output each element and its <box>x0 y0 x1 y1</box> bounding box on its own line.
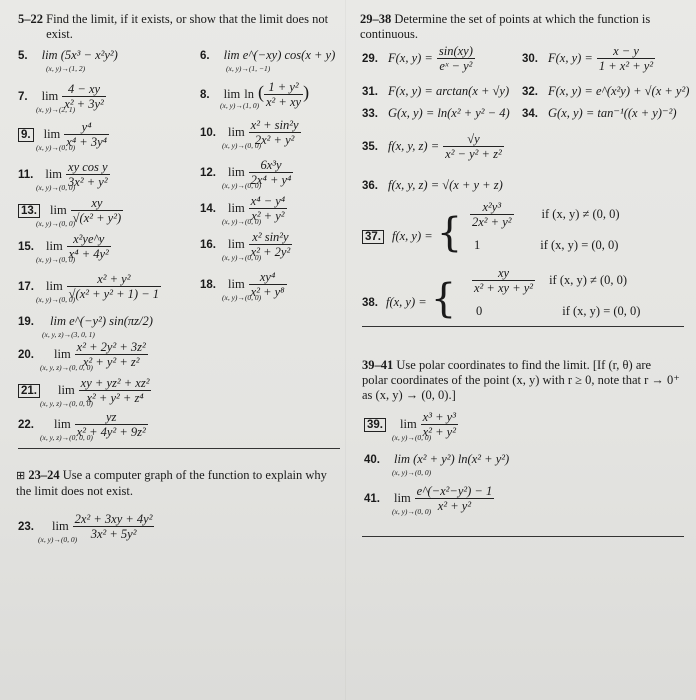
problem-14 <box>200 194 287 226</box>
lim-label: lim <box>228 277 245 292</box>
problem-number: 7. <box>18 91 28 104</box>
column-divider <box>345 0 346 700</box>
limit-subscript: (x, y)→(0, 0) <box>36 255 76 264</box>
right-heading-2-text: polar coordinates of the point (x, y) with r ≥ 0, note that r → 0⁺ <box>362 373 680 387</box>
lim-label: lim <box>223 87 241 102</box>
right-heading-2-text: as (x, y) → (0, 0).] <box>362 388 456 402</box>
limit-subscript: (x, y)→(0, 0) <box>36 295 76 304</box>
denominator: x² + y² <box>422 425 456 439</box>
problem-10 <box>200 118 301 150</box>
problem-number: 21. <box>18 384 40 398</box>
problem-8: 8. lim ln ( $\frac{\text{1 + y²}}{\text{x² + xy}}$ ) (x, y)→(1, 0) <box>200 80 310 110</box>
numerator: xy <box>71 196 123 211</box>
limit-subscript: (x, y)→(1, 2) <box>46 64 86 73</box>
limit-subscript: (x, y)→(0, 0) <box>36 219 76 228</box>
denominator: x² + 4y² + 9z² <box>76 425 146 439</box>
denominator: x⁴ + 4y² <box>68 247 109 261</box>
left-heading-text: Find the limit, if it exists, or show that the limit does not exist. <box>46 12 329 41</box>
limit-subscript: (x, y)→(0, 0) <box>222 217 262 226</box>
problem-number: 31. <box>362 86 378 98</box>
right-heading-2-number: 39–41 <box>362 358 394 372</box>
limit-subscript: (x, y)→(0, 0) <box>222 293 262 302</box>
problem-number: 40. <box>364 454 380 466</box>
problem-number: 8. <box>200 89 210 102</box>
problem-39 <box>364 410 458 442</box>
problem-30 <box>522 44 655 73</box>
case-value: 0 <box>476 304 483 318</box>
problem-expression: lim (5x³ − x²y²) <box>41 48 118 62</box>
right-heading-number: 29–38 <box>360 12 392 26</box>
numerator: xy cos y <box>68 160 108 174</box>
limit-subscript: (x, y, z)→(0, 0, 0) <box>40 363 93 372</box>
limit-subscript: (x, y)→(1, 0) <box>220 101 260 110</box>
lim-label: lim <box>394 491 411 506</box>
lim-label: lim <box>228 201 245 216</box>
problem-12 <box>200 158 293 190</box>
lim-label: lim <box>52 519 69 534</box>
problem-20 <box>18 340 148 372</box>
section-rule <box>18 448 340 449</box>
numerator: x² + 2y² + 3z² <box>76 340 146 354</box>
problem-37-case-2 <box>474 236 618 254</box>
numerator: 2x² + 3xy + 4y² <box>74 512 153 526</box>
problem-18 <box>200 270 287 302</box>
numerator: x²y³ <box>470 200 514 215</box>
denominator: √(x² + y² + 1) − 1 <box>68 287 160 301</box>
problem-number: 35. <box>362 141 378 154</box>
problem-expression: G(x, y) = ln(x² + y² − 4) <box>388 106 510 120</box>
limit-subscript: (x, y)→(0, 0) <box>392 468 432 477</box>
lim-label: lim <box>43 127 61 142</box>
limit-subscript: (x, y)→(0, 0) <box>36 183 76 192</box>
problem-29 <box>362 44 475 73</box>
problem-7 <box>18 82 106 114</box>
problem-34 <box>522 104 676 122</box>
denominator: 3x² + 5y² <box>90 527 137 541</box>
graph-icon: ⊞ <box>16 470 26 482</box>
ln-label: ln <box>244 87 254 102</box>
limit-subscript: (x, y)→(0, 0) <box>392 433 432 442</box>
limit-subscript: (x, y)→(1, −1) <box>226 64 271 73</box>
denominator: eˣ − y² <box>439 59 473 73</box>
problem-37: 37. f(x, y) = { <box>362 204 462 250</box>
problem-38-case-1 <box>472 266 627 295</box>
problem-number: 10. <box>200 127 216 140</box>
lim-label: lim <box>45 167 63 182</box>
problem-21 <box>18 376 151 408</box>
right-heading-2-line-2 <box>362 373 680 388</box>
denominator: x² + xy + y² <box>474 281 534 295</box>
left-heading <box>18 12 346 42</box>
case-condition: if (x, y) = (0, 0) <box>562 304 641 318</box>
case-value: 1 <box>474 238 481 252</box>
limit-subscript: (x, y)→(0, 0) <box>222 253 262 262</box>
problem-6 <box>200 46 335 73</box>
problem-number: 41. <box>364 493 380 506</box>
lim-label: lim <box>400 417 417 432</box>
problem-number: 29. <box>362 53 378 66</box>
numerator: 6x³y <box>249 158 294 173</box>
left-heading-2-text: Use a computer graph of the function to explain why the limit does not exist. <box>16 468 327 498</box>
problem-38: 38. f(x, y) = { <box>362 276 457 322</box>
lim-label: lim <box>228 125 245 140</box>
problem-36 <box>362 176 503 194</box>
numerator: y⁴ <box>64 120 109 135</box>
limit-subscript: (x, y)→(0, 0) <box>222 141 262 150</box>
case-condition: if (x, y) ≠ (0, 0) <box>541 207 620 222</box>
problem-32 <box>522 82 689 100</box>
limit-subscript: (x, y, z)→(0, 0, 0) <box>40 433 93 442</box>
denominator: x² + y² + z² <box>82 355 140 369</box>
problem-expression: f(x, y, z) = √(x + y + z) <box>388 178 503 192</box>
numerator: e^(−x²−y²) − 1 <box>416 484 493 498</box>
limit-subscript: (x, y)→(0, 0) <box>36 143 76 152</box>
problem-expression: lim e^(−xy) cos(x + y) <box>223 48 336 62</box>
lim-label: lim <box>58 383 75 398</box>
problem-number: 16. <box>200 239 216 252</box>
denominator: x² − y² + z² <box>445 147 502 161</box>
problem-5 <box>18 46 118 73</box>
problem-number: 38. <box>362 297 378 309</box>
problem-number: 39. <box>364 418 386 432</box>
problem-number: 12. <box>200 167 216 180</box>
lim-label: lim <box>50 203 67 218</box>
problem-number: 30. <box>522 53 538 66</box>
problem-number: 22. <box>18 419 34 432</box>
problem-number: 20. <box>18 349 34 362</box>
problem-11 <box>18 160 110 192</box>
left-heading-2 <box>16 468 336 499</box>
denominator: x² + 2y² <box>250 245 291 259</box>
right-heading <box>360 12 680 42</box>
problem-number: 17. <box>18 281 34 294</box>
right-heading-2 <box>362 358 651 373</box>
denominator: 2x⁴ + y⁴ <box>250 173 292 187</box>
problem-40 <box>364 450 509 477</box>
numerator: xy <box>472 266 535 281</box>
numerator: x² + y² <box>67 272 161 287</box>
denominator: 3x² + y² <box>68 175 108 189</box>
problem-expression: F(x, y) = arctan(x + √y) <box>388 84 510 98</box>
section-rule <box>362 536 684 537</box>
function-lhs: F(x, y) = <box>388 51 433 66</box>
problem-number: 33. <box>362 108 378 120</box>
limit-subscript: (x, y)→(0, 0) <box>222 181 262 190</box>
problem-number: 6. <box>200 50 210 62</box>
function-lhs: f(x, y) = <box>386 295 427 309</box>
problem-16 <box>200 230 292 262</box>
numerator: xy + yz² + xz² <box>80 376 150 390</box>
denominator: x² + y² <box>437 499 472 513</box>
denominator: 2x² + y² <box>254 133 295 147</box>
problem-expression: lim (x² + y²) ln(x² + y²) <box>394 452 510 466</box>
problem-9 <box>18 120 109 152</box>
problem-23 <box>18 512 154 544</box>
right-heading-2-line-3 <box>362 388 456 403</box>
case-condition: if (x, y) ≠ (0, 0) <box>549 273 628 288</box>
numerator: 1 + y² <box>264 80 303 95</box>
lim-label: lim <box>46 279 63 294</box>
limit-subscript: (x, y)→(0, 0) <box>392 507 432 516</box>
problem-number: 34. <box>522 108 538 120</box>
numerator: x³ + y³ <box>422 410 456 424</box>
function-lhs: F(x, y) = <box>548 51 593 66</box>
problem-number: 23. <box>18 521 34 534</box>
numerator: yz <box>75 410 148 425</box>
lim-label: lim <box>54 417 71 432</box>
lim-label: lim <box>41 89 59 104</box>
lim-label: lim <box>228 237 245 252</box>
denominator: x⁴ + 3y⁴ <box>66 135 107 149</box>
problem-number: 18. <box>200 279 216 292</box>
left-heading-2-number: 23–24 <box>28 468 60 482</box>
denominator: x² + y⁸ <box>250 285 285 299</box>
problem-37-case-1 <box>470 200 620 229</box>
denominator: x² + 3y² <box>64 97 104 111</box>
case-condition: if (x, y) = (0, 0) <box>540 238 619 252</box>
numerator: x² + sin²y <box>250 118 299 132</box>
numerator: sin(xy) <box>438 44 473 58</box>
problem-number: 32. <box>522 86 538 98</box>
problem-41 <box>364 484 494 516</box>
problem-number: 14. <box>200 203 216 216</box>
numerator: xy⁴ <box>249 270 287 285</box>
problem-13 <box>18 196 123 228</box>
problem-number: 11. <box>18 169 34 182</box>
problem-number: 5. <box>18 50 28 62</box>
problem-expression: G(x, y) = tan⁻¹((x + y)⁻²) <box>548 106 677 120</box>
denominator: x² + y² <box>251 209 285 223</box>
limit-subscript: (x, y, z)→(0, 0, 0) <box>40 399 93 408</box>
function-lhs: f(x, y) = <box>392 229 433 243</box>
problem-33 <box>362 104 510 122</box>
lim-label: lim <box>228 165 245 180</box>
denominator: 1 + x² + y² <box>598 59 654 73</box>
limit-subscript: (x, y, z)→(3, 0, 1) <box>42 330 95 339</box>
lim-label: lim <box>46 239 63 254</box>
problem-19 <box>18 312 153 339</box>
problem-22 <box>18 410 148 442</box>
problem-number: 9. <box>18 128 34 142</box>
numerator: x⁴ − y⁴ <box>250 194 286 208</box>
problem-number: 19. <box>18 316 34 328</box>
right-heading-text: Determine the set of points at which the function is continuous. <box>360 12 651 41</box>
denominator: x² + y² + z⁴ <box>86 391 144 405</box>
limit-subscript: (x, y)→(2, 1) <box>36 105 76 114</box>
limit-subscript: (x, y)→(0, 0) <box>38 535 78 544</box>
denominator: x² + xy <box>266 95 302 109</box>
numerator: x − y <box>597 44 655 59</box>
denominator: 2x² + y² <box>472 215 512 229</box>
lim-label: lim <box>54 347 71 362</box>
problem-expression: lim e^(−y²) sin(πz/2) <box>50 314 153 328</box>
problem-31 <box>362 82 509 100</box>
numerator: 4 − xy <box>62 82 106 97</box>
right-heading-2-text: Use polar coordinates to find the limit. [If (r, θ) are <box>396 358 652 372</box>
problem-number: 37. <box>362 230 384 244</box>
problem-35 <box>362 132 504 161</box>
problem-number: 13. <box>18 204 40 218</box>
problem-number: 15. <box>18 241 34 254</box>
function-lhs: f(x, y, z) = <box>388 139 440 154</box>
problem-number: 36. <box>362 180 378 192</box>
numerator: x² sin²y <box>249 230 293 245</box>
numerator: x²ye^y <box>67 232 111 247</box>
left-heading-number: 5–22 <box>18 12 43 26</box>
denominator: √(x² + y²) <box>72 211 122 225</box>
problem-38-case-2 <box>476 302 640 320</box>
problem-17 <box>18 272 161 304</box>
numerator: √y <box>443 132 504 147</box>
section-rule <box>362 326 684 327</box>
problem-expression: F(x, y) = e^(x²y) + √(x + y²) <box>548 84 690 98</box>
problem-15 <box>18 232 111 264</box>
